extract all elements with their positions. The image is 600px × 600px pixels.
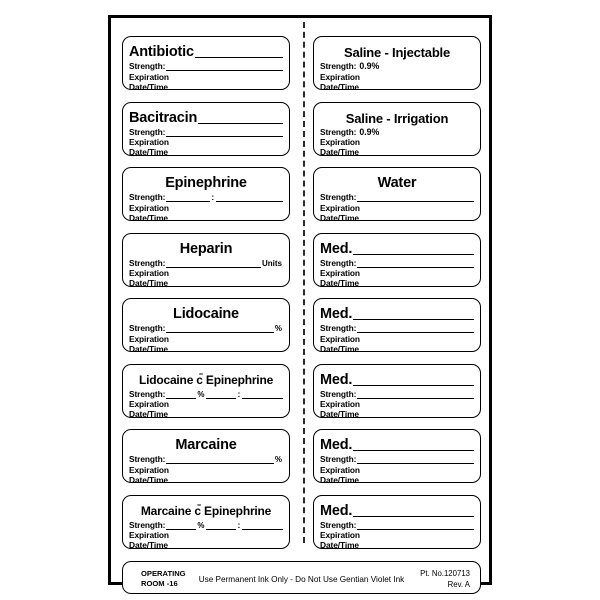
strength-write-line[interactable] [166, 391, 196, 399]
expiration-field [320, 530, 474, 540]
datetime-field [320, 82, 474, 90]
expiration-label: Expiration [320, 71, 360, 82]
datetime-field [320, 278, 474, 286]
label-fields [320, 257, 474, 287]
title-fill-line[interactable] [353, 374, 474, 386]
strength-field [320, 258, 474, 268]
datetime-label: Date/Time [129, 474, 168, 483]
label-title: Epinephrine [165, 175, 247, 191]
datetime-field [129, 278, 283, 286]
datetime-field [320, 540, 474, 548]
medication-label[interactable] [313, 495, 481, 549]
label-fields [320, 519, 474, 549]
medication-label[interactable] [313, 298, 481, 352]
label-fields [320, 322, 474, 352]
label-fields [129, 126, 283, 156]
medication-label[interactable] [122, 233, 290, 287]
strength-label: Strength: [320, 519, 357, 530]
title-fill-line[interactable] [198, 112, 283, 124]
strength-write-line[interactable] [357, 325, 474, 333]
expiration-field [129, 464, 283, 474]
ink-instruction: Use Permanent Ink Only - Do Not Use Gentian Violet Ink [198, 575, 405, 584]
label-fields [129, 322, 283, 352]
strength-write-line[interactable] [166, 456, 274, 464]
label-title: Saline - Injectable [343, 45, 450, 60]
expiration-field [320, 333, 474, 343]
strength-field [320, 61, 474, 71]
strength-field [129, 127, 283, 137]
datetime-write-line[interactable] [169, 346, 283, 352]
strength-field [129, 454, 283, 464]
strength-write-line[interactable] [166, 194, 210, 202]
strength-field [320, 454, 474, 464]
datetime-field [129, 540, 283, 548]
label-title: Med. [320, 306, 353, 322]
datetime-label: Date/Time [320, 409, 359, 418]
title-fill-line[interactable] [353, 439, 474, 451]
expiration-label: Expiration [320, 333, 360, 344]
medication-label[interactable] [313, 102, 481, 156]
expiration-label: Expiration [129, 202, 169, 213]
strength-field [129, 61, 283, 71]
datetime-field [320, 475, 474, 483]
strength-label: Strength: [129, 454, 166, 465]
label-fields [129, 388, 283, 418]
strength-unit: % [197, 389, 205, 399]
datetime-write-line[interactable] [360, 280, 474, 286]
label-title: Med. [320, 502, 353, 519]
medication-label[interactable] [122, 364, 290, 418]
strength-write-line[interactable] [357, 194, 474, 202]
expiration-field [129, 530, 283, 540]
strength-label: Strength: [320, 126, 357, 137]
expiration-label: Expiration [129, 399, 169, 410]
strength-write-line[interactable] [166, 260, 261, 268]
strength-write-line[interactable] [357, 260, 474, 268]
expiration-field [320, 137, 474, 147]
medication-label[interactable] [122, 495, 290, 549]
expiration-label: Expiration [129, 464, 169, 475]
medication-label[interactable] [122, 102, 290, 156]
title-fill-line[interactable] [195, 46, 283, 58]
strength-value: 0.9% [359, 126, 380, 137]
datetime-field [129, 147, 283, 155]
strength-label: Strength: [320, 388, 357, 399]
medication-label[interactable] [313, 233, 481, 287]
label-fields [320, 453, 474, 483]
datetime-write-line[interactable] [360, 215, 474, 221]
datetime-write-line[interactable] [360, 84, 474, 90]
strength-field [129, 520, 283, 530]
datetime-field [129, 213, 283, 221]
strength-unit: % [197, 520, 205, 530]
datetime-field [320, 213, 474, 221]
expiration-label: Expiration [129, 268, 169, 279]
medication-label[interactable] [313, 36, 481, 90]
strength-write-line[interactable] [166, 63, 283, 71]
expiration-label: Expiration [320, 399, 360, 410]
expiration-label: Expiration [320, 202, 360, 213]
datetime-label: Date/Time [129, 147, 168, 156]
datetime-label: Date/Time [129, 540, 168, 549]
label-title: Water [377, 175, 417, 191]
strength-field [320, 389, 474, 399]
label-fields [129, 257, 283, 287]
expiration-field [129, 399, 283, 409]
datetime-write-line[interactable] [360, 542, 474, 548]
label-fields [129, 519, 283, 549]
strength-label: Strength: [129, 519, 166, 530]
strength-label: Strength: [129, 61, 166, 72]
title-fill-line[interactable] [353, 243, 474, 255]
expiration-field [129, 268, 283, 278]
datetime-field [320, 409, 474, 417]
datetime-label: Date/Time [320, 278, 359, 287]
medication-label[interactable] [122, 167, 290, 221]
expiration-field [320, 464, 474, 474]
label-grid [111, 18, 489, 582]
ratio-colon: : [237, 519, 241, 530]
expiration-label: Expiration [320, 464, 360, 475]
datetime-write-line[interactable] [360, 411, 474, 417]
datetime-field [320, 344, 474, 352]
datetime-write-line[interactable] [169, 149, 283, 155]
ratio-colon: : [211, 192, 215, 203]
expiration-field [129, 71, 283, 81]
label-title: Lidocaine [173, 306, 239, 322]
strength-write-line-3[interactable] [242, 522, 283, 530]
strength-value: 0.9% [359, 61, 380, 72]
label-title: Heparin [179, 240, 233, 257]
label-fields [320, 191, 474, 221]
expiration-field [320, 268, 474, 278]
datetime-label: Date/Time [129, 278, 168, 287]
strength-label: Strength: [320, 61, 357, 72]
datetime-write-line[interactable] [169, 411, 283, 417]
datetime-field [129, 82, 283, 90]
label-title: Marcaine [175, 437, 237, 453]
datetime-write-line[interactable] [360, 149, 474, 155]
strength-field [129, 323, 283, 333]
operating-room-line2: ROOM -16 [141, 578, 178, 588]
strength-label: Strength: [320, 323, 357, 334]
strength-write-line[interactable] [357, 456, 474, 464]
label-sheet [108, 15, 492, 589]
label-fields [320, 126, 474, 156]
strength-label: Strength: [129, 323, 166, 334]
title-fill-line[interactable] [353, 505, 474, 517]
expiration-field [129, 333, 283, 343]
expiration-field [320, 71, 474, 81]
strength-label: Strength: [320, 192, 357, 203]
label-fields [129, 191, 283, 221]
part-revision-info [420, 568, 470, 590]
strength-field [129, 258, 283, 268]
medication-label[interactable] [313, 167, 481, 221]
datetime-write-line[interactable] [360, 477, 474, 483]
strength-write-line-2[interactable] [206, 391, 236, 399]
label-title: Saline - Irrigation [345, 110, 449, 126]
revision: Rev. A [447, 580, 470, 589]
strength-write-line[interactable] [357, 391, 474, 399]
datetime-label: Date/Time [320, 474, 359, 483]
datetime-field [320, 147, 474, 155]
expiration-label: Expiration [320, 530, 360, 541]
datetime-write-line[interactable] [169, 477, 283, 483]
strength-field [129, 192, 283, 202]
operating-room-line1: OPERATING [141, 569, 186, 578]
expiration-field [320, 399, 474, 409]
strength-unit: % [274, 324, 282, 334]
medication-label[interactable] [122, 429, 290, 483]
datetime-label: Date/Time [320, 212, 359, 221]
strength-unit: % [274, 455, 282, 465]
datetime-label: Date/Time [129, 409, 168, 418]
medication-label[interactable] [313, 429, 481, 483]
datetime-write-line[interactable] [169, 215, 283, 221]
strength-label: Strength: [129, 388, 166, 399]
expiration-field [129, 202, 283, 212]
label-fields [129, 453, 283, 483]
expiration-label: Expiration [320, 268, 360, 279]
strength-label: Strength: [320, 454, 357, 465]
strength-write-line[interactable] [357, 522, 474, 530]
label-title: Antibiotic [129, 44, 194, 60]
datetime-label: Date/Time [129, 81, 168, 90]
label-title: Med. [320, 240, 353, 257]
strength-write-line-2[interactable] [206, 522, 236, 530]
label-fields [320, 388, 474, 418]
datetime-write-line[interactable] [169, 84, 283, 90]
label-title: Med. [320, 371, 353, 388]
expiration-field [129, 137, 283, 147]
strength-write-line-3[interactable] [242, 391, 283, 399]
strength-label: Strength: [129, 257, 166, 268]
label-title: Marcaine c̄ Epinephrine [140, 503, 272, 518]
datetime-field [129, 409, 283, 417]
expiration-label: Expiration [129, 333, 169, 344]
datetime-label: Date/Time [320, 540, 359, 549]
datetime-label: Date/Time [129, 212, 168, 221]
datetime-write-line[interactable] [360, 346, 474, 352]
expiration-field [320, 202, 474, 212]
strength-field [320, 520, 474, 530]
title-fill-line[interactable] [353, 308, 474, 320]
strength-write-line[interactable] [166, 522, 196, 530]
datetime-label: Date/Time [320, 81, 359, 90]
strength-unit: Units [262, 258, 282, 268]
datetime-label: Date/Time [129, 343, 168, 352]
label-title: Bacitracin [129, 109, 198, 126]
datetime-label: Date/Time [320, 343, 359, 352]
expiration-label: Expiration [129, 71, 169, 82]
medication-label[interactable] [122, 298, 290, 352]
datetime-write-line[interactable] [169, 280, 283, 286]
strength-label: Strength: [320, 257, 357, 268]
label-title: Med. [320, 437, 353, 453]
strength-field [320, 323, 474, 333]
datetime-label: Date/Time [320, 147, 359, 156]
strength-label: Strength: [129, 192, 166, 203]
strength-write-line-2[interactable] [216, 194, 283, 202]
footer-bar [122, 561, 481, 594]
expiration-label: Expiration [320, 137, 360, 148]
strength-label: Strength: [129, 126, 166, 137]
datetime-write-line[interactable] [169, 542, 283, 548]
expiration-label: Expiration [129, 137, 169, 148]
strength-field [320, 192, 474, 202]
part-number: Pt. No.120713 [420, 569, 470, 578]
label-fields [129, 60, 283, 90]
strength-field [129, 389, 283, 399]
strength-write-line[interactable] [166, 129, 283, 137]
expiration-label: Expiration [129, 530, 169, 541]
strength-field [320, 127, 474, 137]
datetime-field [129, 475, 283, 483]
strength-write-line[interactable] [166, 325, 274, 333]
label-title: Lidocaine c̄ Epinephrine [138, 372, 274, 387]
datetime-field [129, 344, 283, 352]
medication-label[interactable] [313, 364, 481, 418]
medication-label[interactable] [122, 36, 290, 90]
ratio-colon: : [237, 388, 241, 399]
label-fields [320, 60, 474, 90]
